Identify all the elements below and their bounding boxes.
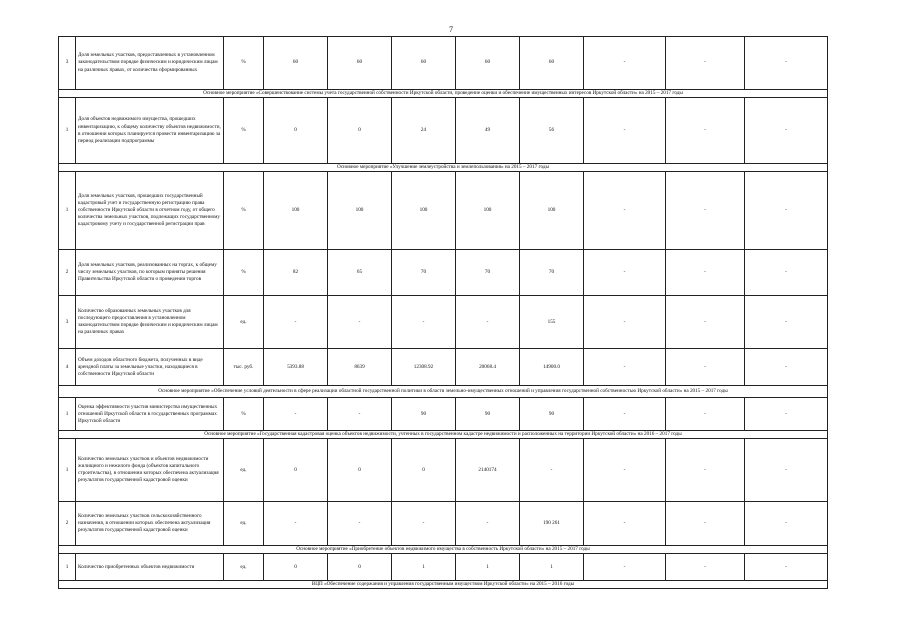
row-number: 2 (59, 250, 76, 296)
indicator-name: Количество образованных земельных участков для последующего предоставления в установленном законодательством порядке физическим и юридическим лицам на различных правах (76, 296, 224, 349)
indicator-name: Доля объектов недвижимого имущества, прошедших инвентаризацию, к общему количеству объектов недвижимости, в отношении которых планируется провести инвентаризацию за период реализации подпрограммы (76, 98, 224, 164)
value-cell: - (666, 37, 745, 90)
value-cell: 100 (392, 172, 456, 250)
table-row (59, 250, 828, 296)
value-cell: - (456, 502, 520, 546)
section-heading: Основное мероприятие «Государственная кадастровая оценка объектов недвижимости, учтенных в государственном кадастре недвижимости и расположенных на территории Иркутской области» на 2016 – 2017 годы (59, 431, 828, 439)
value-cell: - (745, 172, 828, 250)
row-number: 3 (59, 296, 76, 349)
section-heading: ВЦП «Обеспечение содержания и управления государственным имуществом Иркутской области» на 2015 – 2016 годы (59, 581, 828, 589)
unit-of-measure: % (224, 250, 264, 296)
value-cell: - (584, 502, 666, 546)
value-cell: - (264, 502, 328, 546)
value-cell: 20068.4 (456, 349, 520, 386)
value-cell: - (584, 439, 666, 502)
unit-of-measure: % (224, 37, 264, 90)
value-cell: 70 (456, 250, 520, 296)
section-heading: Основное мероприятие «Обеспечение условий деятельности в сфере реализации областной государственной политики в области земельно-имущественных отношений и управления государственной собственностью Иркутской области» на 2015 – 2017 годы (59, 386, 828, 398)
value-cell: - (264, 296, 328, 349)
row-number: 4 (59, 349, 76, 386)
value-cell: 24 (392, 98, 456, 164)
value-cell: 70 (392, 250, 456, 296)
value-cell: - (584, 554, 666, 581)
value-cell: 14900.0 (520, 349, 584, 386)
table-row (59, 398, 828, 431)
table-row (59, 554, 828, 581)
indicators-table (58, 36, 828, 589)
value-cell: - (328, 296, 392, 349)
value-cell: 90 (520, 398, 584, 431)
indicator-name: Количество приобретенных объектов недвижимости (76, 554, 224, 581)
value-cell: 0 (328, 98, 392, 164)
value-cell: - (584, 296, 666, 349)
table-row (59, 502, 828, 546)
value-cell: 65 (328, 250, 392, 296)
value-cell: - (584, 172, 666, 250)
section-heading-row (59, 90, 828, 98)
value-cell: 70 (520, 250, 584, 296)
value-cell: 0 (392, 439, 456, 502)
value-cell: - (666, 554, 745, 581)
value-cell: - (745, 349, 828, 386)
value-cell: 0 (264, 554, 328, 581)
value-cell: - (745, 398, 828, 431)
table-row (59, 172, 828, 250)
row-number: 1 (59, 172, 76, 250)
value-cell: - (584, 37, 666, 90)
value-cell: - (745, 37, 828, 90)
unit-of-measure: ед. (224, 439, 264, 502)
value-cell: - (666, 502, 745, 546)
value-cell: 8639 (328, 349, 392, 386)
row-number: 1 (59, 398, 76, 431)
indicator-name: Доля земельных участков, предоставленных в установленном законодательством порядке физическим и юридическим лицам на различных правах, от количества сформированных (76, 37, 224, 90)
value-cell: - (745, 502, 828, 546)
unit-of-measure: тыс. руб. (224, 349, 264, 386)
value-cell: - (745, 98, 828, 164)
indicator-name: Оценка эффективности участия министерства имущественных отношений Иркутской области в государственных программах Иркутской области (76, 398, 224, 431)
section-heading: Основное мероприятие «Улучшение землеустройства и землепользования» на 2015 – 2017 годы (59, 164, 828, 172)
section-heading-row (59, 431, 828, 439)
value-cell: - (584, 250, 666, 296)
value-cell: 60 (520, 37, 584, 90)
value-cell: 49 (456, 98, 520, 164)
value-cell: - (666, 398, 745, 431)
value-cell: - (584, 398, 666, 431)
value-cell: - (392, 296, 456, 349)
value-cell: 60 (328, 37, 392, 90)
table-row (59, 98, 828, 164)
value-cell: 100 (520, 172, 584, 250)
value-cell: - (666, 98, 745, 164)
value-cell: - (666, 296, 745, 349)
value-cell: - (745, 439, 828, 502)
value-cell: - (666, 439, 745, 502)
section-heading: Основное мероприятие «Приобретение объектов недвижимого имущества в собственность Иркутской области» на 2015 – 2017 годы (59, 546, 828, 554)
value-cell: 190 261 (520, 502, 584, 546)
table-row (59, 439, 828, 502)
unit-of-measure: % (224, 172, 264, 250)
table-row (59, 296, 828, 349)
value-cell: 100 (328, 172, 392, 250)
value-cell: - (666, 172, 745, 250)
value-cell: 12308.92 (392, 349, 456, 386)
row-number: 1 (59, 439, 76, 502)
row-number: 3 (59, 37, 76, 90)
indicator-name: Количество земельных участков сельскохозяйственного назначения, в отношении которых обеспечена актуализация результатов государственной кадастровой оценки (76, 502, 224, 546)
value-cell: - (392, 502, 456, 546)
value-cell: - (745, 296, 828, 349)
section-heading: Основное мероприятие «Совершенствование системы учета государственной собственности Иркутской области, проведение оценки и обеспечение имущественных интересов Иркутской области» на 2015 – 2017 годы (59, 90, 828, 98)
value-cell: - (520, 439, 584, 502)
value-cell: 90 (392, 398, 456, 431)
value-cell: - (328, 502, 392, 546)
page-number: 7 (449, 25, 453, 34)
value-cell: - (666, 349, 745, 386)
value-cell: 56 (520, 98, 584, 164)
value-cell: - (584, 349, 666, 386)
value-cell: 0 (264, 98, 328, 164)
value-cell: 0 (264, 439, 328, 502)
value-cell: - (666, 250, 745, 296)
section-heading-row (59, 386, 828, 398)
row-number: 1 (59, 98, 76, 164)
indicator-name: Объем доходов областного бюджета, полученных в виде арендной платы за земельные участки, находящиеся в собственности Иркутской области (76, 349, 224, 386)
value-cell: 0 (328, 439, 392, 502)
value-cell: 60 (456, 37, 520, 90)
section-heading-row (59, 164, 828, 172)
row-number: 1 (59, 554, 76, 581)
value-cell: 2140174 (456, 439, 520, 502)
value-cell: 0 (328, 554, 392, 581)
row-number: 2 (59, 502, 76, 546)
unit-of-measure: % (224, 98, 264, 164)
section-heading-row (59, 546, 828, 554)
unit-of-measure: ед. (224, 502, 264, 546)
value-cell: - (584, 98, 666, 164)
value-cell: 155 (520, 296, 584, 349)
value-cell: - (456, 296, 520, 349)
value-cell: 82 (264, 250, 328, 296)
value-cell: - (264, 398, 328, 431)
value-cell: 100 (264, 172, 328, 250)
value-cell: - (328, 398, 392, 431)
unit-of-measure: ед. (224, 296, 264, 349)
unit-of-measure: % (224, 398, 264, 431)
value-cell: 5393.88 (264, 349, 328, 386)
section-heading-row (59, 581, 828, 589)
value-cell: - (745, 554, 828, 581)
value-cell: 1 (520, 554, 584, 581)
value-cell: 1 (392, 554, 456, 581)
table-row (59, 349, 828, 386)
indicator-name: Доля земельных участков, реализованных на торгах, к общему числу земельных участков, по которым приняты решения Правительства Иркутской области о проведении торгов (76, 250, 224, 296)
unit-of-measure: ед. (224, 554, 264, 581)
table-row (59, 37, 828, 90)
value-cell: 90 (456, 398, 520, 431)
indicator-name: Количество земельных участков и объектов недвижимости жилищного и нежилого фонда (объектов капитального строительства), в отношении которых обеспечена актуализация результатов государственной кадастровой оценки (76, 439, 224, 502)
value-cell: - (745, 250, 828, 296)
value-cell: 100 (456, 172, 520, 250)
indicator-name: Доля земельных участков, прошедших государственный кадастровый учет и государственную регистрацию права собственности Иркутской области в отчетном году, от общего количества земельных участков, подлежащих государственному кадастровому учету и государственной регистрации прав (76, 172, 224, 250)
value-cell: 60 (392, 37, 456, 90)
value-cell: 1 (456, 554, 520, 581)
value-cell: 60 (264, 37, 328, 90)
